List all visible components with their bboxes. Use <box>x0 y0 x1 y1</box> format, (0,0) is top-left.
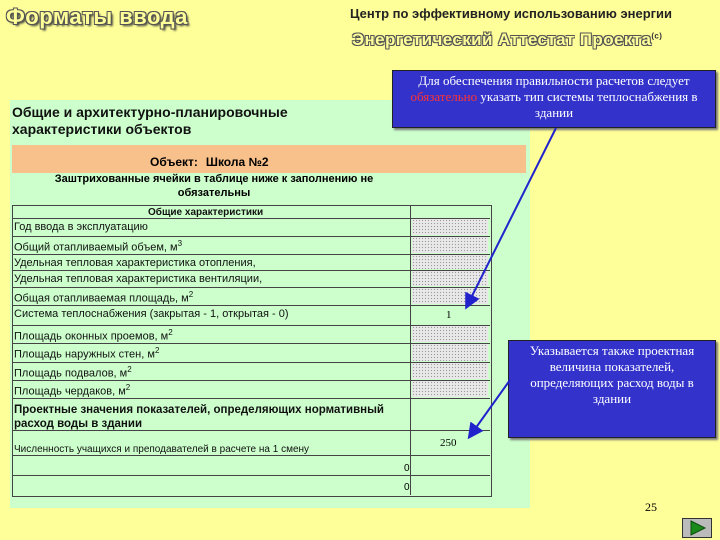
zero-value: 0 <box>404 482 410 493</box>
row-label: Год ввода в эксплуатацию <box>14 221 148 233</box>
object-name: Школа №2 <box>205 155 269 169</box>
row-label: Удельная тепловая характеристика отопления, <box>14 257 256 269</box>
copyright-mark: (c) <box>651 31 663 41</box>
heating-system-value: 1 <box>446 309 452 321</box>
unit-superscript: 2 <box>168 328 173 337</box>
arrow-to-students-value <box>470 380 510 436</box>
arrow-to-heating-system <box>467 128 556 306</box>
object-label-text: Объект: <box>150 155 198 169</box>
row-label-text: Площадь подвалов, м <box>14 367 128 380</box>
students-label: Численность учащихся и преподавателей в расчете на 1 смену <box>14 444 310 455</box>
water-consumption-callout: Указывается также проектная величина показателей, определяющих расход воды в здании <box>508 340 716 438</box>
callout-emphasis: обязательно <box>410 89 478 104</box>
general-characteristics-header: Общие характеристики <box>148 207 264 218</box>
zero-value: 0 <box>404 463 410 474</box>
row-label: Система теплоснабжения (закрытая - 1, открытая - 0) <box>14 308 289 320</box>
callout-text: Для обеспечения правильности расчетов следует <box>418 73 690 88</box>
page-number: 25 <box>645 500 657 514</box>
row-label-text: Общая отапливаемая площадь, м <box>14 292 189 305</box>
unit-superscript: 2 <box>188 290 194 299</box>
row-label-text: Площадь оконных проемов, м <box>14 330 169 343</box>
row-label-text: Общий отапливаемый объем, м <box>14 241 178 254</box>
design-values-header: Проектные значения показателей, определяющих нормативный расход воды в здании <box>14 404 384 430</box>
students-value[interactable]: 250 <box>440 437 457 449</box>
row-label-text: Площадь чердаков, м <box>14 385 126 398</box>
unit-superscript: 2 <box>125 383 131 392</box>
callout-text: указать тип системы теплоснабжения в здании <box>477 89 698 120</box>
row-label-text: Площадь наружных стен, м <box>14 348 155 361</box>
hatched-cells-note: Заштрихованные ячейки в таблице ниже к заполнению не обязательны <box>54 173 374 199</box>
unit-superscript: 3 <box>177 239 183 248</box>
center-name: Центр по эффективному использованию энергии <box>350 6 673 21</box>
slide-title: Форматы ввода <box>6 4 188 29</box>
next-slide-button[interactable] <box>682 518 712 538</box>
unit-superscript: 2 <box>154 346 160 355</box>
unit-superscript: 2 <box>127 365 132 374</box>
project-title-text: Энергетический Аттестат Проекта <box>352 30 652 49</box>
sheet-heading: Общие и архитектурно-планировочные характеристики объектов <box>12 104 288 137</box>
row-label: Удельная тепловая характеристика вентиляции, <box>14 273 263 285</box>
play-icon <box>683 519 711 537</box>
